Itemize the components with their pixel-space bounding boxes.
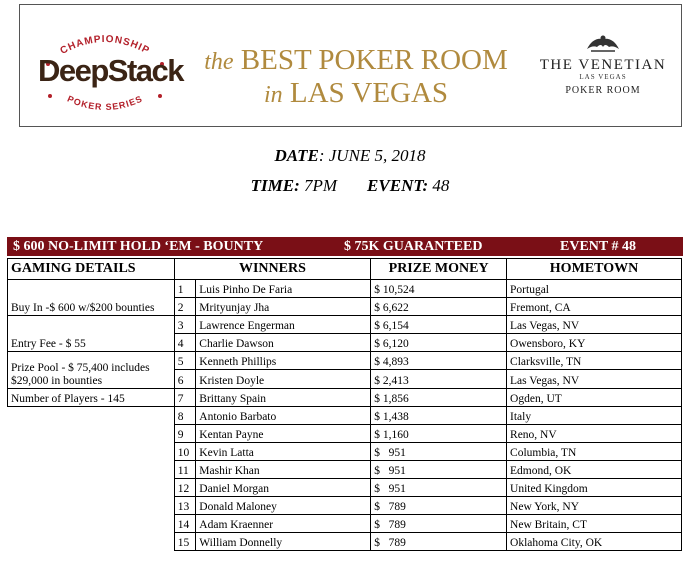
place-cell: 15	[174, 533, 196, 551]
prize-cell: $ 1,438	[371, 406, 507, 424]
prize-cell: $ 6,120	[371, 334, 507, 352]
prize-cell: $ 6,622	[371, 298, 507, 316]
winner-name: Luis Pinho De Faria	[196, 280, 371, 298]
hometown-cell: Owensboro, KY	[507, 334, 682, 352]
place-cell: 13	[174, 497, 196, 515]
deepstack-logo	[34, 27, 184, 117]
hometown-cell: Italy	[507, 406, 682, 424]
prize-cell: $ 6,154	[371, 316, 507, 334]
winner-name: Daniel Morgan	[196, 479, 371, 497]
hometown-cell: New Britain, CT	[507, 515, 682, 533]
winner-name: Donald Maloney	[196, 497, 371, 515]
event-label: EVENT:	[367, 176, 429, 195]
hometown-cell: Las Vegas, NV	[507, 316, 682, 334]
hometown-cell: United Kingdom	[507, 479, 682, 497]
winner-name: Kristen Doyle	[196, 370, 371, 388]
winner-name: Mashir Khan	[196, 460, 371, 478]
col-hometown: HOMETOWN	[507, 259, 682, 280]
place-cell: 4	[174, 334, 196, 352]
hometown-cell: Fremont, CA	[507, 298, 682, 316]
buy-in-detail: Buy In -$ 600 w/$200 bounties	[8, 280, 175, 316]
tournament-header-bar	[7, 237, 683, 256]
date-value: : JUNE 5, 2018	[318, 146, 426, 165]
winner-name: Adam Kraenner	[196, 515, 371, 533]
winner-name: Kentan Payne	[196, 424, 371, 442]
prize-cell: $ 789	[371, 515, 507, 533]
gaming-details-blank	[8, 406, 175, 551]
lion-emblem-icon	[583, 33, 623, 55]
winner-name: Kevin Latta	[196, 442, 371, 460]
place-cell: 5	[174, 352, 196, 370]
prize-cell: $ 951	[371, 442, 507, 460]
winner-name: William Donnelly	[196, 533, 371, 551]
table-row	[8, 280, 682, 298]
venetian-logo	[528, 33, 678, 96]
col-gaming-details: GAMING DETAILS	[8, 259, 175, 280]
svg-text:POKER SERIES: POKER SERIES	[65, 93, 145, 113]
place-cell: 3	[174, 316, 196, 334]
hometown-cell: Portugal	[507, 280, 682, 298]
entry-fee-detail: Entry Fee - $ 55	[8, 316, 175, 352]
prize-cell: $ 789	[371, 533, 507, 551]
logo-wordmark: DeepStack	[38, 53, 184, 88]
prize-cell: $ 4,893	[371, 352, 507, 370]
tagline-las-vegas: LAS VEGAS	[289, 77, 449, 109]
table-row	[8, 316, 682, 334]
place-cell: 11	[174, 460, 196, 478]
hometown-cell: Columbia, TN	[507, 442, 682, 460]
event-value: 48	[428, 176, 450, 195]
hometown-cell: Oklahoma City, OK	[507, 533, 682, 551]
guarantee: $ 75K GUARANTEED	[344, 239, 483, 254]
col-prize-money: PRIZE MONEY	[371, 259, 507, 280]
date-line	[0, 146, 700, 166]
tagline-best: BEST POKER ROOM	[240, 44, 508, 76]
place-cell: 7	[174, 388, 196, 406]
winner-name: Brittany Spain	[196, 388, 371, 406]
promo-banner	[19, 4, 682, 127]
table-header-row	[8, 259, 682, 280]
prize-cell: $ 1,160	[371, 424, 507, 442]
place-cell: 12	[174, 479, 196, 497]
venetian-subtitle: LAS VEGAS	[579, 73, 627, 81]
winner-name: Charlie Dawson	[196, 334, 371, 352]
tournament-title: $ 600 NO-LIMIT HOLD ‘EM - BOUNTY	[13, 239, 264, 254]
results-table	[7, 258, 682, 551]
winner-name: Mrityunjay Jha	[196, 298, 371, 316]
tagline-the: the	[204, 49, 234, 75]
place-cell: 8	[174, 406, 196, 424]
prize-cell: $ 951	[371, 479, 507, 497]
date-label: DATE	[274, 146, 319, 165]
winner-name: Lawrence Engerman	[196, 316, 371, 334]
event-number: EVENT # 48	[560, 239, 636, 254]
winner-name: Kenneth Phillips	[196, 352, 371, 370]
prize-cell: $ 789	[371, 497, 507, 515]
hometown-cell: Clarksville, TN	[507, 352, 682, 370]
tagline	[196, 45, 516, 111]
time-label: TIME:	[250, 176, 300, 195]
table-row	[8, 388, 682, 406]
prize-cell: $ 1,856	[371, 388, 507, 406]
venetian-name: THE VENETIAN	[539, 57, 667, 73]
time-value: 7PM	[299, 176, 338, 195]
place-cell: 2	[174, 298, 196, 316]
winner-name: Antonio Barbato	[196, 406, 371, 424]
venetian-poker-room: POKER ROOM	[565, 85, 641, 96]
prize-cell: $ 10,524	[371, 280, 507, 298]
prize-cell: $ 951	[371, 460, 507, 478]
hometown-cell: Reno, NV	[507, 424, 682, 442]
place-cell: 10	[174, 442, 196, 460]
place-cell: 14	[174, 515, 196, 533]
time-event-line	[0, 176, 700, 196]
place-cell: 9	[174, 424, 196, 442]
table-row	[8, 352, 682, 370]
hometown-cell: Ogden, UT	[507, 388, 682, 406]
hometown-cell: New York, NY	[507, 497, 682, 515]
place-cell: 1	[174, 280, 196, 298]
table-row	[8, 406, 682, 424]
prize-cell: $ 2,413	[371, 370, 507, 388]
hometown-cell: Edmond, OK	[507, 460, 682, 478]
logo-arc-bottom	[34, 91, 176, 117]
players-detail: Number of Players - 145	[8, 388, 175, 406]
svg-text:CHAMPIONSHIP: CHAMPIONSHIP	[58, 33, 152, 57]
prize-pool-detail: Prize Pool - $ 75,400 includes $29,000 in bounties	[8, 352, 175, 388]
hometown-cell: Las Vegas, NV	[507, 370, 682, 388]
tagline-in: in	[263, 82, 283, 108]
place-cell: 6	[174, 370, 196, 388]
col-winners: WINNERS	[174, 259, 371, 280]
